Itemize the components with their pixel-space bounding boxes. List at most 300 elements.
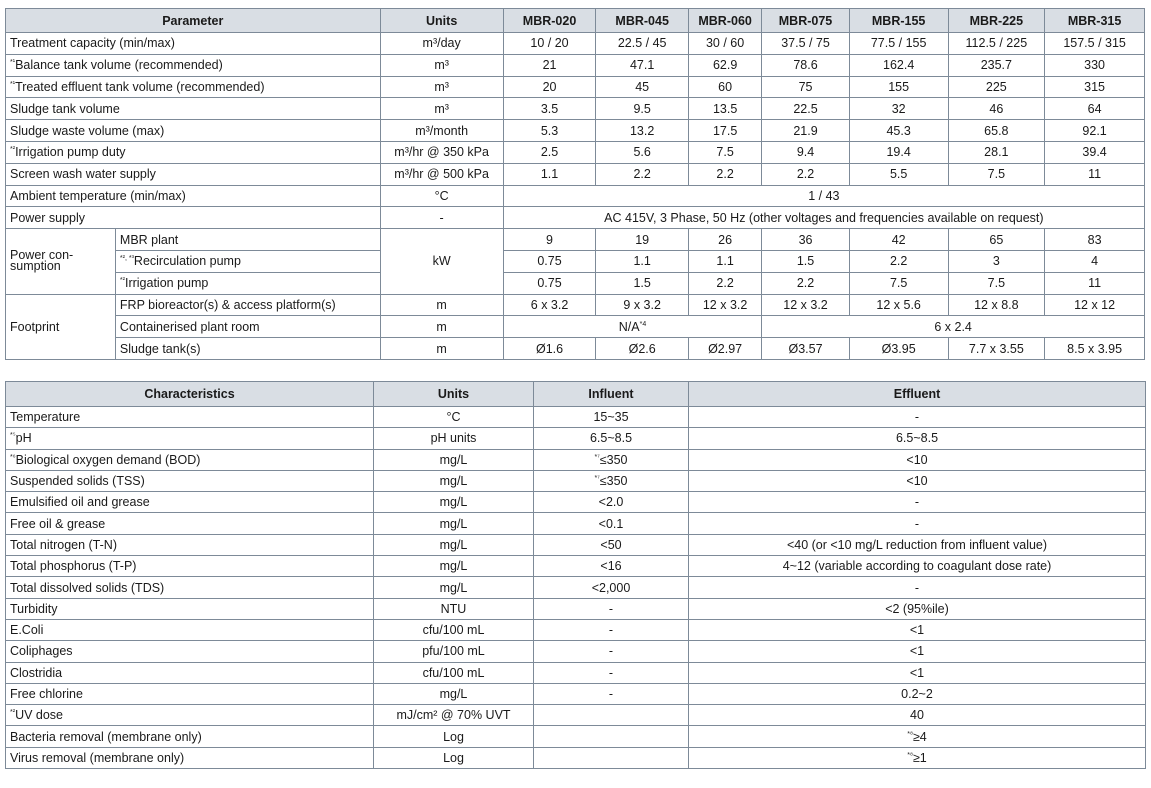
cell-text: ≤350 bbox=[599, 452, 628, 467]
cell-text: <1 bbox=[909, 644, 925, 659]
effluent-cell bbox=[689, 683, 1146, 704]
value-cell: AC 415V, 3 Phase, 50 Hz (other voltages and frequencies available on request) bbox=[503, 207, 1144, 229]
unit-cell: m bbox=[380, 294, 503, 316]
effluent-cell bbox=[689, 577, 1146, 598]
table-row bbox=[6, 163, 1145, 185]
column-header: MBR-315 bbox=[1045, 9, 1145, 33]
cell-text: <1 bbox=[909, 665, 925, 680]
value-cell: 2.2 bbox=[688, 272, 761, 294]
effluent-cell bbox=[689, 449, 1146, 470]
table-row bbox=[6, 662, 1146, 683]
footnote-ref: *4 bbox=[639, 320, 647, 328]
value-cell: 0.75 bbox=[503, 250, 596, 272]
table-row bbox=[6, 207, 1145, 229]
value-cell: 1.1 bbox=[503, 163, 596, 185]
value-cell: 28.1 bbox=[948, 141, 1045, 163]
value-cell: 62.9 bbox=[688, 54, 761, 76]
parameter-label bbox=[6, 120, 381, 142]
table-row bbox=[6, 577, 1146, 598]
effluent-cell bbox=[689, 705, 1146, 726]
cell-text: Free oil & grease bbox=[10, 516, 106, 531]
cell-text: Sludge waste volume (max) bbox=[10, 123, 165, 138]
unit-cell: m³/day bbox=[380, 33, 503, 55]
influent-cell bbox=[534, 513, 689, 534]
value-cell: 5.3 bbox=[503, 120, 596, 142]
unit-cell: mg/L bbox=[374, 556, 534, 577]
value-cell: 1.5 bbox=[596, 272, 689, 294]
value-cell: 26 bbox=[688, 229, 761, 251]
value-cell: 39.4 bbox=[1045, 141, 1145, 163]
cell-text: - bbox=[914, 495, 920, 510]
value-cell: Ø3.57 bbox=[762, 338, 850, 360]
characteristic-label bbox=[6, 470, 374, 491]
table-row bbox=[6, 250, 1145, 272]
value-cell: 2.2 bbox=[762, 163, 850, 185]
cell-text: Treatment capacity (min/max) bbox=[10, 36, 175, 51]
cell-text: Coliphages bbox=[10, 644, 73, 659]
effluent-cell bbox=[689, 513, 1146, 534]
table-row bbox=[6, 141, 1145, 163]
effluent-cell bbox=[689, 598, 1146, 619]
table-row bbox=[6, 338, 1145, 360]
value-cell: 10 / 20 bbox=[503, 33, 596, 55]
value-cell: 6 x 3.2 bbox=[503, 294, 596, 316]
value-cell: 330 bbox=[1045, 54, 1145, 76]
unit-cell: mg/L bbox=[374, 492, 534, 513]
parameter-label bbox=[6, 33, 381, 55]
cell-text: <2 (95%ile) bbox=[885, 601, 949, 616]
characteristic-label bbox=[6, 407, 374, 428]
value-cell: 2.2 bbox=[849, 250, 948, 272]
value-cell: 78.6 bbox=[762, 54, 850, 76]
unit-cell: m³/hr @ 350 kPa bbox=[380, 141, 503, 163]
cell-text: <0.1 bbox=[598, 516, 624, 531]
unit-cell: mg/L bbox=[374, 534, 534, 555]
characteristic-label bbox=[6, 683, 374, 704]
value-cell: 7.7 x 3.55 bbox=[948, 338, 1045, 360]
sub-parameter-label bbox=[115, 229, 380, 251]
value-cell: 3.5 bbox=[503, 98, 596, 120]
parameter-label bbox=[6, 98, 381, 120]
influent-cell bbox=[534, 662, 689, 683]
parameter-label bbox=[6, 163, 381, 185]
column-header: Units bbox=[374, 382, 534, 407]
table-row bbox=[6, 229, 1145, 251]
footnote-ref: *⁵ bbox=[10, 432, 16, 440]
sub-parameter-label: FRP bioreactor(s) & access platform(s) bbox=[115, 294, 380, 316]
value-cell: 83 bbox=[1045, 229, 1145, 251]
value-cell: 75 bbox=[762, 76, 850, 98]
value-cell: 22.5 bbox=[762, 98, 850, 120]
value-cell: 8.5 x 3.95 bbox=[1045, 338, 1145, 360]
cell-text: 4~12 (variable according to coagulant dose rate) bbox=[782, 559, 1052, 574]
value-cell: 11 bbox=[1045, 163, 1145, 185]
value-cell: 12 x 3.2 bbox=[688, 294, 761, 316]
cell-text: Treated effluent tank volume (recommended) bbox=[15, 79, 265, 94]
cell-text: 15~35 bbox=[593, 410, 629, 425]
cell-text: Total phosphorus (T-P) bbox=[10, 559, 137, 574]
effluent-cell bbox=[689, 662, 1146, 683]
value-cell: 42 bbox=[849, 229, 948, 251]
effluent-cell bbox=[689, 726, 1146, 747]
value-cell: 157.5 / 315 bbox=[1045, 33, 1145, 55]
cell-text: Irrigation pump duty bbox=[15, 145, 126, 160]
cell-text: - bbox=[914, 410, 920, 425]
cell-text: <50 bbox=[600, 537, 622, 552]
value-cell: 60 bbox=[688, 76, 761, 98]
value-cell: 45.3 bbox=[849, 120, 948, 142]
effluent-cell bbox=[689, 534, 1146, 555]
cell-text: <1 bbox=[909, 623, 925, 638]
cell-text: Virus removal (membrane only) bbox=[10, 750, 185, 765]
sub-parameter-label: Containerised plant room bbox=[115, 316, 380, 338]
value-cell: 17.5 bbox=[688, 120, 761, 142]
parameter-label bbox=[6, 141, 381, 163]
value-cell: 2.2 bbox=[762, 272, 850, 294]
value-cell: Ø1.6 bbox=[503, 338, 596, 360]
effluent-cell bbox=[689, 641, 1146, 662]
characteristic-label bbox=[6, 556, 374, 577]
value-cell: 5.6 bbox=[596, 141, 689, 163]
group-label-footprint: Footprint bbox=[6, 294, 116, 359]
cell-text: pH bbox=[15, 431, 32, 446]
footnote-ref: *² bbox=[10, 709, 16, 717]
characteristic-label bbox=[6, 662, 374, 683]
footnote-ref: *⁸ bbox=[907, 730, 913, 738]
cell-text: ≤350 bbox=[599, 474, 628, 489]
value-cell: 47.1 bbox=[596, 54, 689, 76]
cell-text: - bbox=[608, 665, 614, 680]
influent-cell bbox=[534, 747, 689, 768]
unit-cell: mg/L bbox=[374, 513, 534, 534]
unit-cell: °C bbox=[380, 185, 503, 207]
value-cell: 6 x 2.4 bbox=[762, 316, 1145, 338]
footnote-ref: *² bbox=[119, 277, 125, 284]
unit-cell: cfu/100 mL bbox=[374, 619, 534, 640]
water-quality-table bbox=[5, 381, 1146, 769]
value-cell: 19 bbox=[596, 229, 689, 251]
influent-cell bbox=[534, 428, 689, 449]
cell-text: 6.5~8.5 bbox=[589, 431, 633, 446]
parameter-label bbox=[6, 54, 381, 76]
value-cell: 1.5 bbox=[762, 250, 850, 272]
table-row bbox=[6, 492, 1146, 513]
characteristic-label bbox=[6, 428, 374, 449]
cell-text: Biological oxygen demand (BOD) bbox=[15, 452, 201, 467]
unit-cell: mg/L bbox=[374, 577, 534, 598]
cell-text: E.Coli bbox=[10, 623, 44, 638]
value-cell: 235.7 bbox=[948, 54, 1045, 76]
cell-text: - bbox=[914, 516, 920, 531]
group-label-power-consumption bbox=[6, 229, 116, 294]
influent-cell bbox=[534, 705, 689, 726]
value-cell: 9.5 bbox=[596, 98, 689, 120]
footnote-ref: *⁷ bbox=[594, 453, 600, 461]
influent-cell bbox=[534, 556, 689, 577]
influent-cell bbox=[534, 470, 689, 491]
characteristic-label bbox=[6, 598, 374, 619]
value-cell: 112.5 / 225 bbox=[948, 33, 1045, 55]
effluent-cell bbox=[689, 428, 1146, 449]
cell-text: 40 bbox=[910, 708, 924, 723]
column-header: Effluent bbox=[689, 382, 1146, 407]
column-header: MBR-020 bbox=[503, 9, 596, 33]
cell-text: Screen wash water supply bbox=[10, 167, 156, 182]
table-row bbox=[6, 747, 1146, 768]
value-cell: 9 bbox=[503, 229, 596, 251]
influent-cell bbox=[534, 619, 689, 640]
column-header: Units bbox=[380, 9, 503, 33]
unit-cell: m³ bbox=[380, 54, 503, 76]
value-cell: 65.8 bbox=[948, 120, 1045, 142]
cell-text: - bbox=[608, 623, 614, 638]
unit-cell: pfu/100 mL bbox=[374, 641, 534, 662]
cell-text: Temperature bbox=[10, 410, 81, 425]
cell-text: <2.0 bbox=[598, 495, 624, 510]
unit-cell: - bbox=[380, 207, 503, 229]
value-cell: 22.5 / 45 bbox=[596, 33, 689, 55]
table-row bbox=[6, 683, 1146, 704]
unit-cell: Log bbox=[374, 747, 534, 768]
characteristic-label bbox=[6, 492, 374, 513]
footnote-ref: *¹ bbox=[10, 59, 16, 67]
cell-text: Emulsified oil and grease bbox=[10, 495, 150, 510]
cell-text: <10 bbox=[906, 474, 928, 489]
cell-text: <10 bbox=[906, 452, 928, 467]
cell-text: 6.5~8.5 bbox=[895, 431, 939, 446]
parameter-label bbox=[6, 76, 381, 98]
cell-text: UV dose bbox=[15, 708, 64, 723]
value-cell: 7.5 bbox=[849, 272, 948, 294]
cell-text: <2,000 bbox=[591, 580, 631, 595]
table-row bbox=[6, 449, 1146, 470]
value-cell: 36 bbox=[762, 229, 850, 251]
value-cell: 7.5 bbox=[948, 272, 1045, 294]
characteristic-label bbox=[6, 534, 374, 555]
effluent-cell bbox=[689, 470, 1146, 491]
effluent-cell bbox=[689, 619, 1146, 640]
unit-cell: m³/hr @ 500 kPa bbox=[380, 163, 503, 185]
table-row bbox=[6, 641, 1146, 662]
characteristic-label bbox=[6, 747, 374, 768]
characteristic-label bbox=[6, 449, 374, 470]
influent-cell bbox=[534, 726, 689, 747]
table-row bbox=[6, 33, 1145, 55]
cell-text: ≥4 bbox=[912, 729, 927, 744]
influent-cell bbox=[534, 598, 689, 619]
cell-text: MBR plant bbox=[119, 232, 179, 247]
unit-cell: mJ/cm² @ 70% UVT bbox=[374, 705, 534, 726]
table-header-row bbox=[6, 9, 1145, 33]
value-cell: 9.4 bbox=[762, 141, 850, 163]
table-row bbox=[6, 705, 1146, 726]
value-cell: 20 bbox=[503, 76, 596, 98]
unit-cell: mg/L bbox=[374, 449, 534, 470]
influent-cell bbox=[534, 577, 689, 598]
characteristic-label bbox=[6, 577, 374, 598]
value-cell: 21 bbox=[503, 54, 596, 76]
value-cell: 2.2 bbox=[688, 163, 761, 185]
value-cell: 0.75 bbox=[503, 272, 596, 294]
value-cell: 11 bbox=[1045, 272, 1145, 294]
column-header: MBR-045 bbox=[596, 9, 689, 33]
unit-cell: Log bbox=[374, 726, 534, 747]
influent-cell bbox=[534, 534, 689, 555]
table-row bbox=[6, 76, 1145, 98]
footnote-ref: *⁷ bbox=[594, 474, 600, 482]
table-row bbox=[6, 294, 1145, 316]
characteristic-label bbox=[6, 705, 374, 726]
value-cell: 1.1 bbox=[688, 250, 761, 272]
cell-text: - bbox=[914, 580, 920, 595]
value-cell: 30 / 60 bbox=[688, 33, 761, 55]
table-row bbox=[6, 120, 1145, 142]
footnote-ref: *², *³ bbox=[119, 255, 134, 263]
table-header-row bbox=[6, 382, 1146, 407]
value-cell: 7.5 bbox=[688, 141, 761, 163]
footnote-ref: *² bbox=[10, 146, 16, 154]
value-cell bbox=[503, 316, 762, 338]
cell-text: Balance tank volume (recommended) bbox=[15, 58, 223, 73]
unit-cell: kW bbox=[380, 229, 503, 294]
value-cell: 1 / 43 bbox=[503, 185, 1144, 207]
table-row bbox=[6, 598, 1146, 619]
influent-cell bbox=[534, 683, 689, 704]
characteristic-label bbox=[6, 641, 374, 662]
sub-parameter-label bbox=[115, 250, 380, 272]
value-cell: 315 bbox=[1045, 76, 1145, 98]
influent-cell bbox=[534, 449, 689, 470]
value-cell: 65 bbox=[948, 229, 1045, 251]
value-cell: 12 x 12 bbox=[1045, 294, 1145, 316]
footnote-ref: *⁶ bbox=[10, 453, 16, 461]
table-row bbox=[6, 556, 1146, 577]
group-label-text: Power con-sumption bbox=[10, 248, 74, 274]
table-row bbox=[6, 726, 1146, 747]
table-row bbox=[6, 185, 1145, 207]
value-cell: 2.2 bbox=[596, 163, 689, 185]
table-row bbox=[6, 428, 1146, 449]
cell-text: - bbox=[608, 687, 614, 701]
value-cell: 9 x 3.2 bbox=[596, 294, 689, 316]
column-header: MBR-075 bbox=[762, 9, 850, 33]
value-cell: 45 bbox=[596, 76, 689, 98]
value-cell: 1.1 bbox=[596, 250, 689, 272]
value-cell: Ø2.97 bbox=[688, 338, 761, 360]
value-cell: 13.2 bbox=[596, 120, 689, 142]
cell-text: N/A bbox=[618, 319, 640, 334]
cell-text: Free chlorine bbox=[10, 687, 83, 701]
table-row bbox=[6, 513, 1146, 534]
column-header: MBR-225 bbox=[948, 9, 1045, 33]
value-cell: Ø3.95 bbox=[849, 338, 948, 360]
cell-text: Total nitrogen (T-N) bbox=[10, 537, 117, 552]
effluent-cell bbox=[689, 747, 1146, 768]
model-specifications-table bbox=[5, 8, 1145, 360]
table-row bbox=[6, 272, 1145, 294]
sub-parameter-label bbox=[115, 272, 380, 294]
cell-text: Sludge tank volume bbox=[10, 101, 120, 116]
characteristic-label bbox=[6, 726, 374, 747]
value-cell: 7.5 bbox=[948, 163, 1045, 185]
column-header: MBR-155 bbox=[849, 9, 948, 33]
cell-text: ≥1 bbox=[912, 750, 927, 765]
value-cell: 225 bbox=[948, 76, 1045, 98]
value-cell: 162.4 bbox=[849, 54, 948, 76]
column-header: Influent bbox=[534, 382, 689, 407]
value-cell: 37.5 / 75 bbox=[762, 33, 850, 55]
effluent-cell bbox=[689, 492, 1146, 513]
value-cell: 2.5 bbox=[503, 141, 596, 163]
table-row bbox=[6, 407, 1146, 428]
cell-text: Total dissolved solids (TDS) bbox=[10, 580, 165, 595]
cell-text: <40 (or <10 mg/L reduction from influent value) bbox=[786, 537, 1048, 552]
characteristic-label bbox=[6, 619, 374, 640]
effluent-cell bbox=[689, 407, 1146, 428]
column-header: Parameter bbox=[6, 9, 381, 33]
unit-cell: mg/L bbox=[374, 470, 534, 491]
table-row bbox=[6, 534, 1146, 555]
unit-cell: m³ bbox=[380, 76, 503, 98]
characteristic-label bbox=[6, 513, 374, 534]
unit-cell: m³ bbox=[380, 98, 503, 120]
cell-text: Irrigation pump bbox=[124, 276, 209, 291]
cell-text: Recirculation pump bbox=[133, 254, 241, 269]
table-row bbox=[6, 316, 1145, 338]
cell-text: Bacteria removal (membrane only) bbox=[10, 729, 202, 744]
table-row bbox=[6, 470, 1146, 491]
parameter-label: Ambient temperature (min/max) bbox=[6, 185, 381, 207]
sub-parameter-label: Sludge tank(s) bbox=[115, 338, 380, 360]
value-cell: 92.1 bbox=[1045, 120, 1145, 142]
value-cell: 21.9 bbox=[762, 120, 850, 142]
table-row bbox=[6, 54, 1145, 76]
table-row bbox=[6, 98, 1145, 120]
value-cell: 13.5 bbox=[688, 98, 761, 120]
value-cell: 19.4 bbox=[849, 141, 948, 163]
footnote-ref: *¹ bbox=[10, 80, 16, 88]
column-header: MBR-060 bbox=[688, 9, 761, 33]
value-cell: 5.5 bbox=[849, 163, 948, 185]
value-cell: 3 bbox=[948, 250, 1045, 272]
value-cell: 12 x 8.8 bbox=[948, 294, 1045, 316]
unit-cell: °C bbox=[374, 407, 534, 428]
value-cell: 12 x 5.6 bbox=[849, 294, 948, 316]
unit-cell: mg/L bbox=[374, 683, 534, 704]
column-header: Characteristics bbox=[6, 382, 374, 407]
influent-cell bbox=[534, 641, 689, 662]
value-cell: 64 bbox=[1045, 98, 1145, 120]
unit-cell: m bbox=[380, 316, 503, 338]
effluent-cell bbox=[689, 556, 1146, 577]
unit-cell: NTU bbox=[374, 598, 534, 619]
unit-cell: m bbox=[380, 338, 503, 360]
value-cell: 77.5 / 155 bbox=[849, 33, 948, 55]
value-cell: 155 bbox=[849, 76, 948, 98]
cell-text: - bbox=[608, 601, 614, 616]
cell-text: Turbidity bbox=[10, 601, 58, 616]
table-row bbox=[6, 619, 1146, 640]
parameter-label: Power supply bbox=[6, 207, 381, 229]
cell-text: <16 bbox=[600, 559, 622, 574]
value-cell: 46 bbox=[948, 98, 1045, 120]
influent-cell bbox=[534, 407, 689, 428]
unit-cell: pH units bbox=[374, 428, 534, 449]
influent-cell bbox=[534, 492, 689, 513]
unit-cell: cfu/100 mL bbox=[374, 662, 534, 683]
value-cell: Ø2.6 bbox=[596, 338, 689, 360]
value-cell: 12 x 3.2 bbox=[762, 294, 850, 316]
